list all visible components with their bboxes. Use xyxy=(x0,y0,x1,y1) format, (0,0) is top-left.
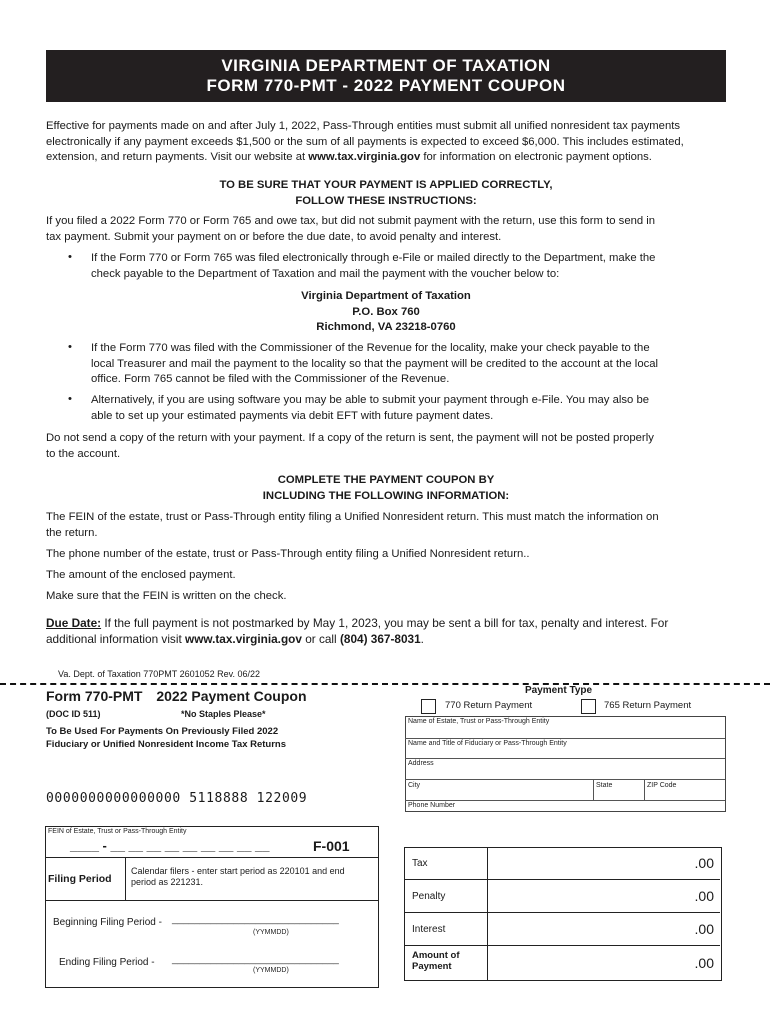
amount-row-interest xyxy=(404,913,720,946)
tax-label: Tax xyxy=(412,858,428,869)
header-line2: FORM 770-PMT - 2022 PAYMENT COUPON xyxy=(206,76,566,95)
filing-period-bottom xyxy=(45,900,379,901)
filing-period-divider xyxy=(125,857,126,900)
coupon-form-title: Form 770-PMT xyxy=(46,688,143,704)
coupon-info-phone: The phone number of the estate, trust or Pass-Through entity filing a Unified Nonresident return.. xyxy=(46,548,530,560)
checkbox-770[interactable] xyxy=(421,699,436,714)
coupon-usage-note: To Be Used For Payments On Previously Filed 2022 Fiduciary or Unified Nonresident Income Tax Returns xyxy=(46,726,287,750)
mailing-address: Virginia Department of Taxation P.O. Box 760 Richmond, VA 23218-0760 xyxy=(301,290,471,333)
bullet-1: • xyxy=(68,251,72,263)
address-label: Address xyxy=(408,760,434,767)
coupon-title-row xyxy=(46,688,307,704)
penalty-label: Penalty xyxy=(412,891,446,902)
end-period-label: Ending Filing Period - xyxy=(59,957,155,968)
website-link[interactable]: www.tax.virginia.gov xyxy=(308,151,421,163)
coupon-info-fein: The FEIN of the estate, trust or Pass-Through entity filing a Unified Nonresident return. This must match the information on the return. xyxy=(46,511,659,539)
instructions-bullet2: If the Form 770 was filed with the Commissioner of the Revenue for the locality, make your check payable to the local Treasurer and mail the payment to the locality so that the payment will be credited to the account at the local office. Form 765 cannot be filed with the Commissioner of the Revenue. xyxy=(91,342,659,385)
info-line-3 xyxy=(405,779,725,780)
coupon-title: 2022 Payment Coupon xyxy=(156,688,307,704)
scanline: 0000000000000000 5118888 122009 xyxy=(46,791,308,806)
cut-line xyxy=(0,683,770,685)
coupon-info-amount: The amount of the enclosed payment. xyxy=(46,569,236,581)
header-line1: VIRGINIA DEPARTMENT OF TAXATION xyxy=(221,56,551,75)
end-period-input[interactable]: ______________________________ xyxy=(172,954,339,965)
info-line-4 xyxy=(405,800,725,801)
phone-label: Phone Number xyxy=(408,802,456,809)
instructions-para2: Do not send a copy of the return with your payment. If a copy of the return is sent, the payment will not be posted properly to the account. xyxy=(46,432,654,460)
filing-period-note: Calendar filers - enter start period as 220101 and end period as 221231. xyxy=(131,866,345,887)
fiduciary-name-input[interactable] xyxy=(406,748,724,757)
form-header xyxy=(46,50,726,102)
city-input[interactable] xyxy=(406,790,592,799)
checkbox-770-label: 770 Return Payment xyxy=(445,700,533,711)
zip-label: ZIP Code xyxy=(647,782,677,789)
coupon-heading: COMPLETE THE PAYMENT COUPON BY INCLUDING THE FOLLOWING INFORMATION: xyxy=(262,474,510,502)
state-label: State xyxy=(596,782,613,789)
doc-id: (DOC ID 511) xyxy=(46,709,101,719)
form-reference: Va. Dept. of Taxation 770PMT 2601052 Rev. 06/22 xyxy=(58,669,260,679)
penalty-value[interactable]: .00 xyxy=(694,888,714,904)
bullet-2: • xyxy=(68,341,72,353)
fein-suffix: F-001 xyxy=(313,838,350,854)
end-period-format: (YYMMDD) xyxy=(253,967,289,974)
fein-input[interactable]: ____ - __ __ __ __ __ __ __ __ __ xyxy=(70,838,270,853)
total-label: Amount of Payment xyxy=(412,950,460,972)
city-label: City xyxy=(408,782,421,789)
instructions-heading: TO BE SURE THAT YOUR PAYMENT IS APPLIED CORRECTLY, FOLLOW THESE INSTRUCTIONS: xyxy=(219,179,553,207)
no-staples-note: *No Staples Please* xyxy=(181,709,266,719)
due-date-website-link[interactable]: www.tax.virginia.gov xyxy=(185,631,302,646)
checkbox-765-label: 765 Return Payment xyxy=(604,700,692,711)
payment-type-label: Payment Type xyxy=(525,685,593,696)
entity-name-input[interactable] xyxy=(406,726,724,736)
fiduciary-name-label: Name and Title of Fiduciary or Pass-Through Entity xyxy=(408,740,567,747)
begin-period-format: (YYMMDD) xyxy=(253,929,289,936)
amount-row-penalty xyxy=(404,880,720,913)
interest-label: Interest xyxy=(412,924,446,935)
entity-name-label: Name of Estate, Trust or Pass-Through Entity xyxy=(408,718,550,725)
coupon-info-check: Make sure that the FEIN is written on the check. xyxy=(46,590,287,602)
bullet-3: • xyxy=(68,393,72,405)
instructions-bullet1: If the Form 770 or Form 765 was filed electronically through e-File or mailed directly to the Department, make the check payable to the Department of Taxation and mail the payment with the voucher below to: xyxy=(91,252,656,280)
instructions-para1: If you filed a 2022 Form 770 or Form 765 and owe tax, but did not submit payment with the return, use this form to send in tax payment. Submit your payment on or before the due date, to avoid penalty and interest. xyxy=(46,215,656,243)
filing-period-label: Filing Period xyxy=(48,873,112,885)
info-line-1 xyxy=(405,738,725,739)
tax-value[interactable]: .00 xyxy=(694,855,714,871)
fein-label: FEIN of Estate, Trust or Pass-Through Entity xyxy=(48,828,187,835)
begin-period-input[interactable]: ______________________________ xyxy=(172,914,339,925)
total-value[interactable]: .00 xyxy=(694,955,714,971)
checkbox-765[interactable] xyxy=(581,699,596,714)
begin-period-label: Beginning Filing Period - xyxy=(53,917,162,928)
due-date-notice: Due Date: If the full payment is not postmarked by May 1, 2023, you may be sent a bill for tax, penalty and interest. For additional information visit www.tax.virginia.gov or call (804) 367-8031. xyxy=(46,616,669,646)
interest-value[interactable]: .00 xyxy=(694,921,714,937)
address-input[interactable] xyxy=(406,768,724,777)
fein-divider xyxy=(45,857,379,858)
zip-input[interactable] xyxy=(645,790,723,799)
state-input[interactable] xyxy=(594,790,643,799)
info-line-2 xyxy=(405,758,725,759)
amount-row-total xyxy=(404,946,720,979)
instructions-bullet3: Alternatively, if you are using software you may be able to submit your payment through e-File. You may also be able to set up your estimated payments via debit EFT with future payment dates. xyxy=(91,394,650,422)
intro-paragraph: Effective for payments made on and after July 1, 2022, Pass-Through entities must submit all unified nonresident tax payments electronically if any payment exceeds $1,500 or the sum of all payments is expected to exceed $6,000. This includes estimated, extension, and return payments. Visit our website at www.tax.virginia.gov for information on electronic payment options. xyxy=(46,120,684,163)
amount-row-tax xyxy=(404,847,720,880)
